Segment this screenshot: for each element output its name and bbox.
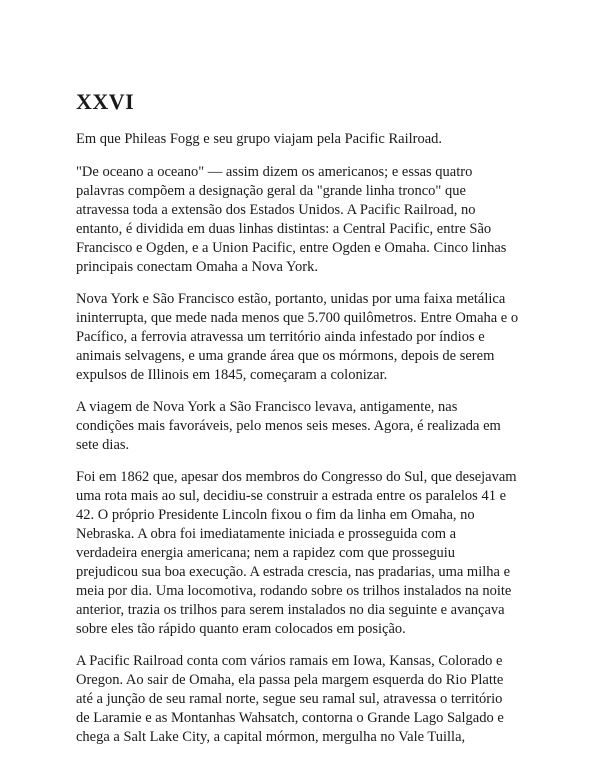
text-line: palavras compõem a designação geral da "grande linha tronco" que (76, 183, 466, 199)
text-line: prejudicou sua boa execução. A estrada crescia, nas pradarias, uma milha e (76, 564, 511, 580)
text-line: Francisco e Ogden, e a Union Pacific, entre Ogden e Omaha. Cinco linhas (76, 240, 507, 256)
text-line: animais selvagens, e uma grande área que os mórmons, depois de serem (76, 348, 495, 364)
text-line: chega a Salt Lake City, a capital mórmon, mergulha no Vale Tuilla, (76, 729, 466, 745)
text-line: verdadeira energia americana; nem a rapidez com que prosseguiu (76, 545, 455, 561)
text-line: Oregon. Ao sair de Omaha, ela passa pela margem esquerda do Rio Platte (76, 672, 504, 688)
chapter-subtitle: Em que Phileas Fogg e seu grupo viajam pela Pacific Railroad. (76, 131, 443, 147)
text-line: sete dias. (76, 437, 130, 453)
text-line: uma rota mais ao sul, decidiu-se construir a estrada entre os paralelos 41 e (76, 488, 507, 504)
text-line: condições mais favoráveis, pelo menos seis meses. Agora, é realizada em (76, 418, 501, 434)
text-line: 42. O próprio Presidente Lincoln fixou o fim da linha em Omaha, no (76, 507, 475, 523)
text-line: entanto, é dividida em duas linhas distintas: a Central Pacific, entre São (76, 221, 492, 237)
paragraph (76, 163, 552, 277)
text-line: ininterrupta, que mede nada menos que 5.700 quilômetros. Entre Omaha e o (76, 310, 519, 326)
chapter-title: XXVI (76, 89, 135, 114)
text-line: Nebraska. A obra foi imediatamente iniciada e prosseguida com a (76, 526, 457, 542)
paragraph (76, 398, 552, 455)
text-line: principais conectam Omaha a Nova York. (76, 259, 319, 275)
text-line: até a junção de seu ramal norte, segue seu ramal sul, atravessa o território (76, 691, 503, 707)
paragraph (76, 468, 552, 639)
paragraph (76, 652, 552, 747)
text-line: Pacífico, a ferrovia atravessa um território ainda infestado por índios e (76, 329, 485, 345)
text-line: Foi em 1862 que, apesar dos membros do Congresso do Sul, que desejavam (76, 469, 517, 485)
text-line: "De oceano a oceano" — assim dizem os americanos; e essas quatro (76, 164, 473, 180)
text-line: Nova York e São Francisco estão, portanto, unidas por uma faixa metálica (76, 291, 506, 307)
paragraph (76, 290, 552, 385)
chapter-body (76, 163, 552, 760)
text-line: A viagem de Nova York a São Francisco levava, antigamente, nas (76, 399, 458, 415)
text-line: expulsos de Illinois em 1845, começaram a colonizar. (76, 367, 388, 383)
text-line: anterior, trazia os trilhos para serem instalados no dia seguinte e avançava (76, 602, 505, 618)
text-line: atravessa toda a extensão dos Estados Unidos. A Pacific Railroad, no (76, 202, 476, 218)
text-line: sobre eles tão rápido quanto eram colocados em posição. (76, 621, 406, 637)
text-line: de Laramie e as Montanhas Wahsatch, contorna o Grande Lago Salgado e (76, 710, 504, 726)
text-line: meia por dia. Uma locomotiva, rodando sobre os trilhos instalados na noite (76, 583, 512, 599)
text-line: A Pacific Railroad conta com vários ramais em Iowa, Kansas, Colorado e (76, 653, 503, 669)
